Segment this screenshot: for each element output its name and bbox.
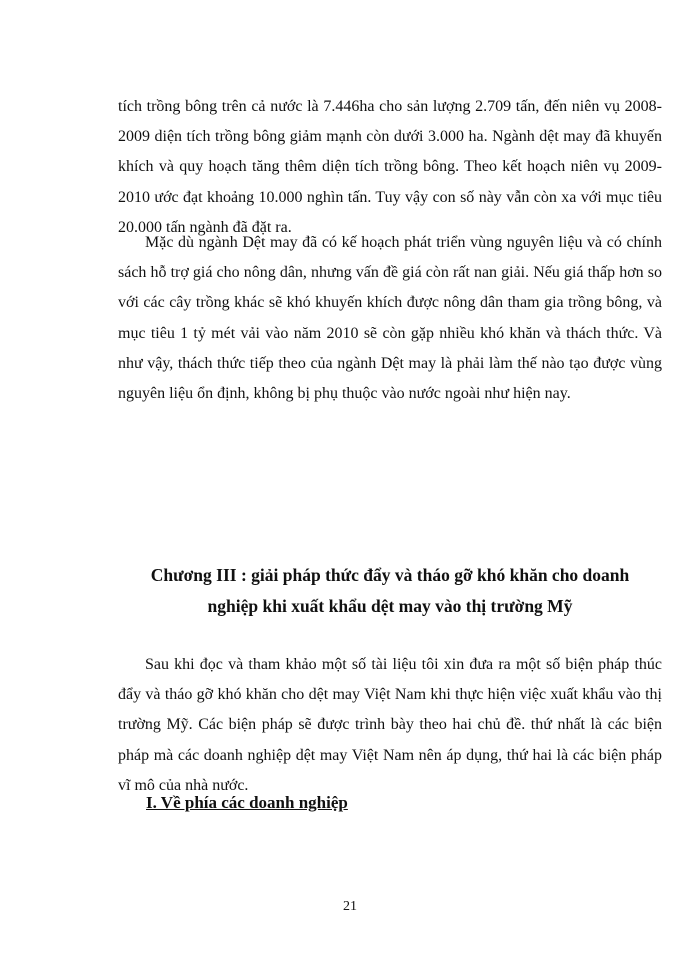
paragraph-chapter-intro: Sau khi đọc và tham khảo một số tài liệu tôi xin đưa ra một số biện pháp thúc đẩy và tháo gỡ khó khăn cho dệt may Việt Nam khi thực hiện việc xuất khẩu vào thị trường Mỹ. Các biện pháp sẽ được trình bày theo hai chủ đề. thứ nhất là các biện pháp mà các doanh nghiệp dệt may Việt Nam nên áp dụng, thứ hai là các biện pháp vĩ mô của nhà nước. — [118, 656, 662, 794]
chapter-heading-line-1: Chương III : giải pháp thức đẩy và tháo gỡ khó khăn cho doanh — [150, 565, 630, 585]
paragraph-cotton-area: tích trồng bông trên cả nước là 7.446ha cho sản lượng 2.709 tấn, đến niên vụ 2008-2009 diện tích trồng bông giảm mạnh còn dưới 3.000 ha. Ngành dệt may đã khuyến khích và quy hoạch tăng thêm diện tích trồng bông. Theo kết hoạch niên vụ 2009-2010 ước đạt khoảng 10.000 nghìn tấn. Tuy vậy con số này vẫn còn xa với mục tiêu 20.000 tấn ngành đã đặt ra. — [118, 98, 662, 236]
section-heading: I. Về phía các doanh nghiệp — [146, 793, 348, 812]
page-number: 21 — [343, 899, 357, 914]
paragraph-raw-material-challenge: Mặc dù ngành Dệt may đã có kế hoạch phát triển vùng nguyên liệu và có chính sách hỗ trợ giá cho nông dân, nhưng vấn đề giá còn rất nan giải. Nếu giá thấp hơn so với các cây trồng khác sẽ khó khuyến khích được nông dân tham gia trồng bông, và mục tiêu 1 tỷ mét vải vào năm 2010 sẽ còn gặp nhiều khó khăn và thách thức. Và như vậy, thách thức tiếp theo của ngành Dệt may là phải làm thế nào tạo được vùng nguyên liệu ổn định, không bị phụ thuộc vào nước ngoài như hiện nay. — [118, 234, 662, 403]
chapter-heading-line-2: nghiệp khi xuất khẩu dệt may vào thị trường Mỹ — [207, 596, 573, 616]
chapter-heading — [100, 560, 680, 622]
